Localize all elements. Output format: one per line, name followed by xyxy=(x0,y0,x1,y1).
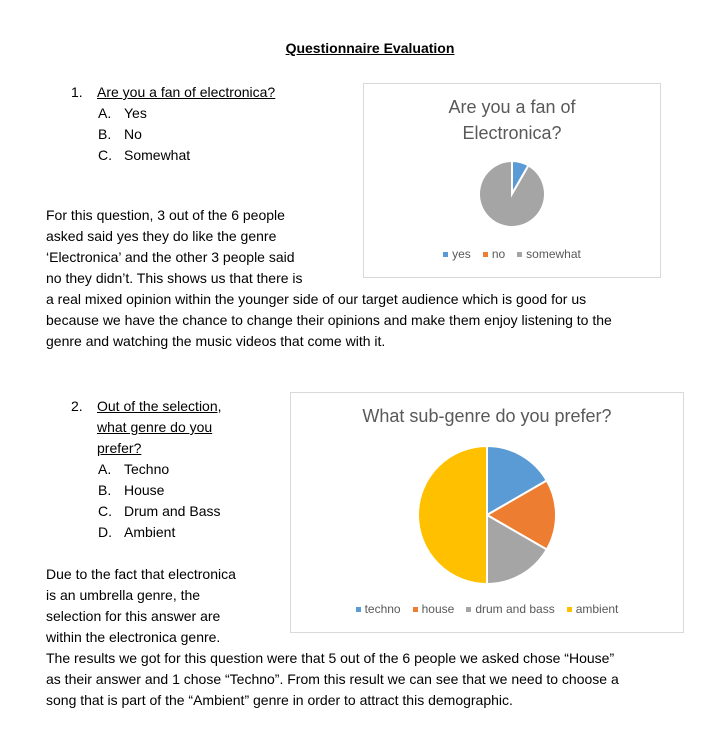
legend-swatch xyxy=(466,607,471,612)
chart-title-line: Electronica? xyxy=(462,123,562,143)
option-item xyxy=(98,124,298,145)
legend-label: house xyxy=(421,602,455,616)
legend-label: no xyxy=(491,247,506,261)
legend-swatch xyxy=(567,607,572,612)
option-text: Somewhat xyxy=(124,147,191,163)
legend-swatch xyxy=(483,252,488,257)
option-letter: D. xyxy=(98,524,112,540)
option-text: House xyxy=(124,482,165,498)
legend-item xyxy=(443,247,471,261)
legend-swatch xyxy=(413,607,418,612)
legend-swatch xyxy=(443,252,448,257)
chart-title-line: Are you a fan of xyxy=(448,97,576,117)
option-letter: C. xyxy=(98,503,112,519)
question-2-number: 2. xyxy=(71,398,83,414)
legend-item xyxy=(567,602,619,616)
pie-slice-somewhat xyxy=(479,161,545,227)
text-line: a real mixed opinion within the younger side of our target audience which is good for us xyxy=(46,291,587,307)
text-line: no they didn’t. This shows us that there is xyxy=(46,270,303,286)
chart-fan-of-electronica xyxy=(363,83,661,278)
text-line: asked said yes they do like the genre xyxy=(46,228,277,244)
legend-label: techno xyxy=(364,602,401,616)
question-2 xyxy=(71,396,271,459)
question-line: what genre do you xyxy=(97,419,213,435)
text-line: song that is part of the “Ambient” genre in order to attract this demographic. xyxy=(46,692,513,708)
text-line: is an umbrella genre, the xyxy=(46,587,201,603)
legend-item xyxy=(466,602,554,616)
text-line: because we have the chance to change their opinions and make them enjoy listening to the xyxy=(46,312,612,328)
text-line: The results we got for this question were that 5 out of the 6 people we asked chose “House” xyxy=(46,650,615,666)
option-text: Techno xyxy=(124,461,170,477)
option-letter: A. xyxy=(98,461,112,477)
text-line: ‘Electronica’ and the other 3 people said xyxy=(46,249,295,265)
text-line: selection for this answer are xyxy=(46,608,221,624)
question-1-text: Are you a fan of electronica? xyxy=(97,84,276,100)
legend-item xyxy=(413,602,455,616)
chart-legend xyxy=(291,602,683,616)
option-text: Yes xyxy=(124,105,147,121)
page-title: Questionnaire Evaluation xyxy=(285,40,455,56)
text-line: For this question, 3 out of the 6 people xyxy=(46,207,285,223)
legend-label: somewhat xyxy=(526,247,581,261)
pie-chart-2 xyxy=(291,393,683,632)
legend-swatch xyxy=(356,607,361,612)
legend-item xyxy=(483,247,505,261)
legend-label: yes xyxy=(452,247,471,261)
question-1-number: 1. xyxy=(71,84,83,100)
option-letter: A. xyxy=(98,105,112,121)
question-2-options xyxy=(98,459,298,543)
text-line: Due to the fact that electronica xyxy=(46,566,236,582)
option-letter: B. xyxy=(98,482,112,498)
option-text: Ambient xyxy=(124,524,176,540)
option-text: Drum and Bass xyxy=(124,503,221,519)
option-item xyxy=(98,103,298,124)
question-line: Out of the selection, xyxy=(97,398,222,414)
question-line: prefer? xyxy=(97,440,142,456)
option-letter: C. xyxy=(98,147,112,163)
option-item xyxy=(98,459,298,480)
option-item xyxy=(98,501,298,522)
chart-legend xyxy=(364,247,660,261)
legend-swatch xyxy=(517,252,522,257)
chart-title: What sub-genre do you prefer? xyxy=(362,406,612,426)
option-letter: B. xyxy=(98,126,112,142)
legend-item xyxy=(356,602,401,616)
option-item xyxy=(98,145,298,166)
legend-label: ambient xyxy=(575,602,619,616)
text-line: genre and watching the music videos that come with it. xyxy=(46,333,386,349)
legend-label: drum and bass xyxy=(475,602,555,616)
chart-sub-genre xyxy=(290,392,684,633)
pie-slice-ambient xyxy=(418,446,487,584)
question-2-text xyxy=(97,396,222,459)
text-line: as their answer and 1 chose “Techno”. From this result we can see that we need to choose a xyxy=(46,671,619,687)
text-line: within the electronica genre. xyxy=(46,629,221,645)
option-text: No xyxy=(124,126,142,142)
option-item xyxy=(98,480,298,501)
option-item xyxy=(98,522,298,543)
question-1 xyxy=(71,82,331,103)
question-1-options xyxy=(98,103,298,166)
legend-item xyxy=(517,247,581,261)
